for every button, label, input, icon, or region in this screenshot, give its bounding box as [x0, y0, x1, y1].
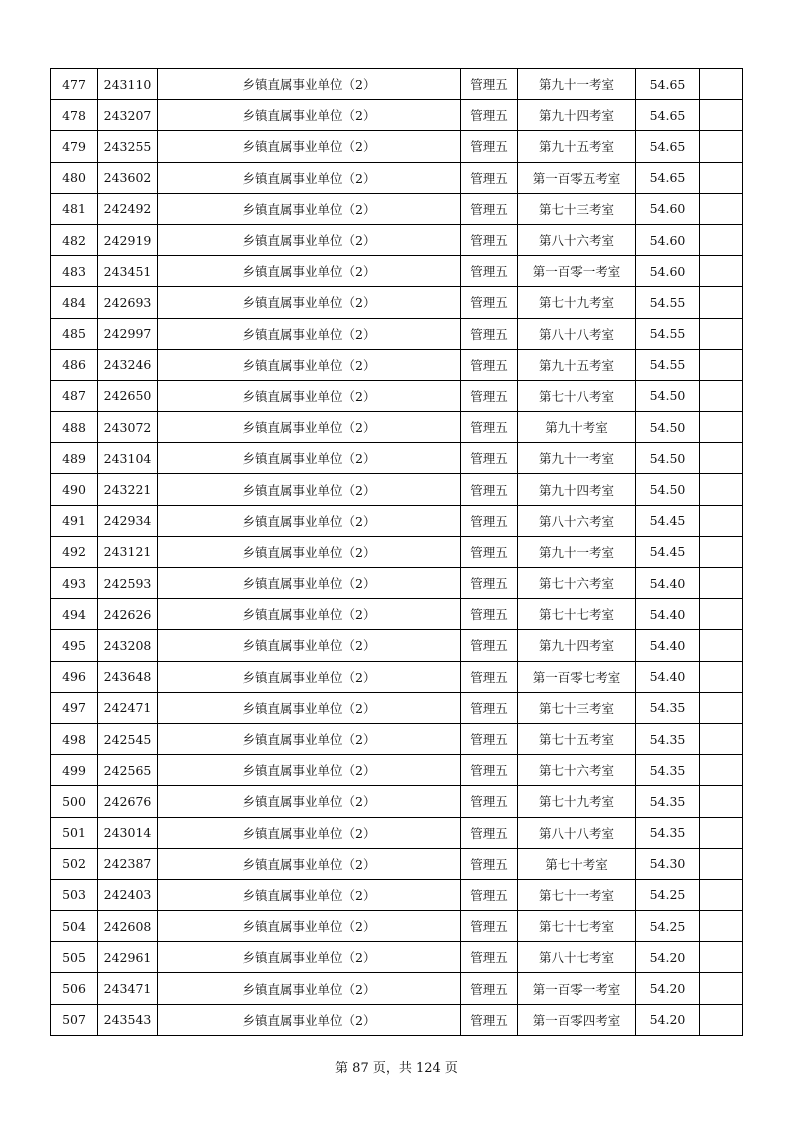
- table-row: [51, 380, 743, 411]
- exam-room-cell: 第七十一考室: [518, 879, 636, 910]
- unit-cell: 乡镇直属事业单位（2）: [158, 318, 461, 349]
- unit-cell: 乡镇直属事业单位（2）: [158, 100, 461, 131]
- table-row: [51, 973, 743, 1004]
- score-cell: 54.25: [636, 879, 700, 910]
- candidate-id-cell: 242676: [98, 786, 158, 817]
- seq-cell: 479: [51, 131, 98, 162]
- seq-cell: 488: [51, 412, 98, 443]
- seq-cell: 506: [51, 973, 98, 1004]
- table-row: [51, 474, 743, 505]
- exam-room-cell: 第七十九考室: [518, 786, 636, 817]
- candidate-id-cell: 243221: [98, 474, 158, 505]
- exam-room-cell: 第八十八考室: [518, 318, 636, 349]
- note-cell: [700, 568, 743, 599]
- score-cell: 54.55: [636, 349, 700, 380]
- seq-cell: 493: [51, 568, 98, 599]
- table-row: [51, 412, 743, 443]
- score-cell: 54.65: [636, 131, 700, 162]
- unit-cell: 乡镇直属事业单位（2）: [158, 817, 461, 848]
- table-row: [51, 162, 743, 193]
- seq-cell: 503: [51, 879, 98, 910]
- note-cell: [700, 536, 743, 567]
- note-cell: [700, 100, 743, 131]
- score-cell: 54.25: [636, 911, 700, 942]
- unit-cell: 乡镇直属事业单位（2）: [158, 630, 461, 661]
- table-row: [51, 287, 743, 318]
- post-cell: 管理五: [461, 848, 518, 879]
- table-row: [51, 786, 743, 817]
- table-row: [51, 817, 743, 848]
- exam-room-cell: 第七十三考室: [518, 692, 636, 723]
- post-cell: 管理五: [461, 973, 518, 1004]
- candidate-id-cell: 243246: [98, 349, 158, 380]
- note-cell: [700, 630, 743, 661]
- unit-cell: 乡镇直属事业单位（2）: [158, 474, 461, 505]
- exam-room-cell: 第一百零一考室: [518, 973, 636, 1004]
- score-cell: 54.35: [636, 817, 700, 848]
- table-row: [51, 131, 743, 162]
- unit-cell: 乡镇直属事业单位（2）: [158, 380, 461, 411]
- exam-room-cell: 第九十五考室: [518, 349, 636, 380]
- score-cell: 54.35: [636, 723, 700, 754]
- candidate-id-cell: 243121: [98, 536, 158, 567]
- candidate-id-cell: 243602: [98, 162, 158, 193]
- post-cell: 管理五: [461, 1004, 518, 1035]
- note-cell: [700, 193, 743, 224]
- candidate-id-cell: 242492: [98, 193, 158, 224]
- table-row: [51, 193, 743, 224]
- post-cell: 管理五: [461, 599, 518, 630]
- candidate-id-cell: 242693: [98, 287, 158, 318]
- table-row: [51, 661, 743, 692]
- unit-cell: 乡镇直属事业单位（2）: [158, 256, 461, 287]
- post-cell: 管理五: [461, 412, 518, 443]
- note-cell: [700, 973, 743, 1004]
- exam-room-cell: 第八十六考室: [518, 505, 636, 536]
- unit-cell: 乡镇直属事业单位（2）: [158, 942, 461, 973]
- unit-cell: 乡镇直属事业单位（2）: [158, 412, 461, 443]
- unit-cell: 乡镇直属事业单位（2）: [158, 224, 461, 255]
- unit-cell: 乡镇直属事业单位（2）: [158, 599, 461, 630]
- unit-cell: 乡镇直属事业单位（2）: [158, 1004, 461, 1035]
- exam-room-cell: 第八十八考室: [518, 817, 636, 848]
- table-row: [51, 723, 743, 754]
- candidate-id-cell: 242387: [98, 848, 158, 879]
- candidate-id-cell: 242650: [98, 380, 158, 411]
- unit-cell: 乡镇直属事业单位（2）: [158, 786, 461, 817]
- candidate-id-cell: 243014: [98, 817, 158, 848]
- post-cell: 管理五: [461, 443, 518, 474]
- score-cell: 54.30: [636, 848, 700, 879]
- post-cell: 管理五: [461, 505, 518, 536]
- seq-cell: 484: [51, 287, 98, 318]
- seq-cell: 498: [51, 723, 98, 754]
- candidate-id-cell: 243207: [98, 100, 158, 131]
- unit-cell: 乡镇直属事业单位（2）: [158, 568, 461, 599]
- table-row: [51, 505, 743, 536]
- exam-room-cell: 第一百零四考室: [518, 1004, 636, 1035]
- unit-cell: 乡镇直属事业单位（2）: [158, 692, 461, 723]
- score-cell: 54.55: [636, 287, 700, 318]
- seq-cell: 486: [51, 349, 98, 380]
- table-row: [51, 848, 743, 879]
- post-cell: 管理五: [461, 692, 518, 723]
- exam-room-cell: 第七十三考室: [518, 193, 636, 224]
- candidate-id-cell: 242545: [98, 723, 158, 754]
- post-cell: 管理五: [461, 287, 518, 318]
- unit-cell: 乡镇直属事业单位（2）: [158, 162, 461, 193]
- seq-cell: 480: [51, 162, 98, 193]
- post-cell: 管理五: [461, 380, 518, 411]
- note-cell: [700, 599, 743, 630]
- note-cell: [700, 287, 743, 318]
- candidate-id-cell: 242565: [98, 755, 158, 786]
- seq-cell: 477: [51, 69, 98, 100]
- unit-cell: 乡镇直属事业单位（2）: [158, 443, 461, 474]
- candidate-id-cell: 242997: [98, 318, 158, 349]
- candidate-id-cell: 242961: [98, 942, 158, 973]
- page-footer: 第 87 页，共 124 页: [335, 1061, 458, 1076]
- exam-room-cell: 第九十一考室: [518, 443, 636, 474]
- seq-cell: 478: [51, 100, 98, 131]
- note-cell: [700, 505, 743, 536]
- exam-room-cell: 第七十八考室: [518, 380, 636, 411]
- score-cell: 54.65: [636, 162, 700, 193]
- exam-room-cell: 第一百零七考室: [518, 661, 636, 692]
- seq-cell: 490: [51, 474, 98, 505]
- table-row: [51, 879, 743, 910]
- candidate-id-cell: 243648: [98, 661, 158, 692]
- note-cell: [700, 848, 743, 879]
- table-row: [51, 911, 743, 942]
- exam-room-cell: 第九十考室: [518, 412, 636, 443]
- exam-room-cell: 第七十七考室: [518, 911, 636, 942]
- table-row: [51, 1004, 743, 1035]
- note-cell: [700, 786, 743, 817]
- score-cell: 54.20: [636, 1004, 700, 1035]
- post-cell: 管理五: [461, 69, 518, 100]
- seq-cell: 507: [51, 1004, 98, 1035]
- note-cell: [700, 256, 743, 287]
- note-cell: [700, 911, 743, 942]
- score-cell: 54.20: [636, 973, 700, 1004]
- candidate-id-cell: 243255: [98, 131, 158, 162]
- candidate-id-cell: 242608: [98, 911, 158, 942]
- post-cell: 管理五: [461, 224, 518, 255]
- score-cell: 54.45: [636, 505, 700, 536]
- score-cell: 54.35: [636, 692, 700, 723]
- unit-cell: 乡镇直属事业单位（2）: [158, 661, 461, 692]
- score-cell: 54.35: [636, 755, 700, 786]
- unit-cell: 乡镇直属事业单位（2）: [158, 848, 461, 879]
- seq-cell: 502: [51, 848, 98, 879]
- exam-room-cell: 第七十六考室: [518, 755, 636, 786]
- unit-cell: 乡镇直属事业单位（2）: [158, 69, 461, 100]
- table-row: [51, 942, 743, 973]
- seq-cell: 483: [51, 256, 98, 287]
- table-row: [51, 443, 743, 474]
- candidate-id-cell: 242471: [98, 692, 158, 723]
- exam-room-cell: 第九十四考室: [518, 630, 636, 661]
- score-cell: 54.50: [636, 380, 700, 411]
- unit-cell: 乡镇直属事业单位（2）: [158, 723, 461, 754]
- post-cell: 管理五: [461, 755, 518, 786]
- unit-cell: 乡镇直属事业单位（2）: [158, 911, 461, 942]
- post-cell: 管理五: [461, 193, 518, 224]
- score-cell: 54.40: [636, 599, 700, 630]
- seq-cell: 504: [51, 911, 98, 942]
- unit-cell: 乡镇直属事业单位（2）: [158, 131, 461, 162]
- note-cell: [700, 942, 743, 973]
- seq-cell: 501: [51, 817, 98, 848]
- unit-cell: 乡镇直属事业单位（2）: [158, 193, 461, 224]
- score-cell: 54.50: [636, 412, 700, 443]
- post-cell: 管理五: [461, 911, 518, 942]
- table-row: [51, 318, 743, 349]
- note-cell: [700, 661, 743, 692]
- score-cell: 54.40: [636, 661, 700, 692]
- seq-cell: 505: [51, 942, 98, 973]
- table-row: [51, 755, 743, 786]
- score-cell: 54.60: [636, 224, 700, 255]
- unit-cell: 乡镇直属事业单位（2）: [158, 505, 461, 536]
- table-row: [51, 568, 743, 599]
- score-cell: 54.40: [636, 630, 700, 661]
- post-cell: 管理五: [461, 536, 518, 567]
- candidate-id-cell: 242919: [98, 224, 158, 255]
- score-cell: 54.50: [636, 474, 700, 505]
- exam-room-cell: 第一百零五考室: [518, 162, 636, 193]
- candidate-id-cell: 243104: [98, 443, 158, 474]
- post-cell: 管理五: [461, 318, 518, 349]
- note-cell: [700, 443, 743, 474]
- exam-room-cell: 第七十考室: [518, 848, 636, 879]
- post-cell: 管理五: [461, 879, 518, 910]
- seq-cell: 491: [51, 505, 98, 536]
- note-cell: [700, 380, 743, 411]
- exam-room-cell: 第一百零一考室: [518, 256, 636, 287]
- candidate-id-cell: 242934: [98, 505, 158, 536]
- seq-cell: 489: [51, 443, 98, 474]
- score-cell: 54.60: [636, 256, 700, 287]
- exam-room-cell: 第九十四考室: [518, 474, 636, 505]
- unit-cell: 乡镇直属事业单位（2）: [158, 287, 461, 318]
- candidate-id-cell: 242403: [98, 879, 158, 910]
- score-cell: 54.40: [636, 568, 700, 599]
- note-cell: [700, 131, 743, 162]
- post-cell: 管理五: [461, 162, 518, 193]
- seq-cell: 499: [51, 755, 98, 786]
- post-cell: 管理五: [461, 131, 518, 162]
- table-row: [51, 224, 743, 255]
- exam-room-cell: 第七十五考室: [518, 723, 636, 754]
- post-cell: 管理五: [461, 630, 518, 661]
- score-cell: 54.45: [636, 536, 700, 567]
- candidate-id-cell: 243110: [98, 69, 158, 100]
- note-cell: [700, 224, 743, 255]
- seq-cell: 494: [51, 599, 98, 630]
- score-cell: 54.20: [636, 942, 700, 973]
- exam-room-cell: 第七十七考室: [518, 599, 636, 630]
- candidate-id-cell: 243208: [98, 630, 158, 661]
- exam-room-cell: 第八十六考室: [518, 224, 636, 255]
- table-row: [51, 599, 743, 630]
- note-cell: [700, 692, 743, 723]
- score-cell: 54.60: [636, 193, 700, 224]
- post-cell: 管理五: [461, 723, 518, 754]
- post-cell: 管理五: [461, 786, 518, 817]
- exam-room-cell: 第九十一考室: [518, 536, 636, 567]
- post-cell: 管理五: [461, 349, 518, 380]
- seq-cell: 497: [51, 692, 98, 723]
- exam-room-cell: 第九十一考室: [518, 69, 636, 100]
- exam-room-cell: 第九十四考室: [518, 100, 636, 131]
- seq-cell: 485: [51, 318, 98, 349]
- seq-cell: 487: [51, 380, 98, 411]
- exam-room-cell: 第七十六考室: [518, 568, 636, 599]
- exam-room-cell: 第七十九考室: [518, 287, 636, 318]
- note-cell: [700, 318, 743, 349]
- unit-cell: 乡镇直属事业单位（2）: [158, 973, 461, 1004]
- post-cell: 管理五: [461, 942, 518, 973]
- note-cell: [700, 474, 743, 505]
- seq-cell: 495: [51, 630, 98, 661]
- table-row: [51, 256, 743, 287]
- note-cell: [700, 349, 743, 380]
- table-row: [51, 349, 743, 380]
- exam-room-cell: 第八十七考室: [518, 942, 636, 973]
- note-cell: [700, 69, 743, 100]
- post-cell: 管理五: [461, 256, 518, 287]
- note-cell: [700, 755, 743, 786]
- note-cell: [700, 412, 743, 443]
- score-cell: 54.65: [636, 69, 700, 100]
- table-row: [51, 630, 743, 661]
- post-cell: 管理五: [461, 568, 518, 599]
- note-cell: [700, 1004, 743, 1035]
- score-cell: 54.55: [636, 318, 700, 349]
- exam-room-cell: 第九十五考室: [518, 131, 636, 162]
- post-cell: 管理五: [461, 817, 518, 848]
- seq-cell: 481: [51, 193, 98, 224]
- note-cell: [700, 879, 743, 910]
- score-cell: 54.50: [636, 443, 700, 474]
- note-cell: [700, 162, 743, 193]
- table-row: [51, 100, 743, 131]
- unit-cell: 乡镇直属事业单位（2）: [158, 755, 461, 786]
- candidate-id-cell: 243072: [98, 412, 158, 443]
- unit-cell: 乡镇直属事业单位（2）: [158, 349, 461, 380]
- note-cell: [700, 723, 743, 754]
- candidate-id-cell: 243471: [98, 973, 158, 1004]
- post-cell: 管理五: [461, 474, 518, 505]
- seq-cell: 492: [51, 536, 98, 567]
- candidate-id-cell: 243451: [98, 256, 158, 287]
- table-row: [51, 69, 743, 100]
- table-body: [51, 69, 743, 1036]
- table-row: [51, 536, 743, 567]
- candidate-id-cell: 242626: [98, 599, 158, 630]
- score-cell: 54.35: [636, 786, 700, 817]
- unit-cell: 乡镇直属事业单位（2）: [158, 536, 461, 567]
- score-cell: 54.65: [636, 100, 700, 131]
- seq-cell: 500: [51, 786, 98, 817]
- post-cell: 管理五: [461, 661, 518, 692]
- candidate-id-cell: 242593: [98, 568, 158, 599]
- post-cell: 管理五: [461, 100, 518, 131]
- seq-cell: 496: [51, 661, 98, 692]
- note-cell: [700, 817, 743, 848]
- unit-cell: 乡镇直属事业单位（2）: [158, 879, 461, 910]
- seq-cell: 482: [51, 224, 98, 255]
- table-row: [51, 692, 743, 723]
- candidate-id-cell: 243543: [98, 1004, 158, 1035]
- results-table: [50, 68, 743, 1036]
